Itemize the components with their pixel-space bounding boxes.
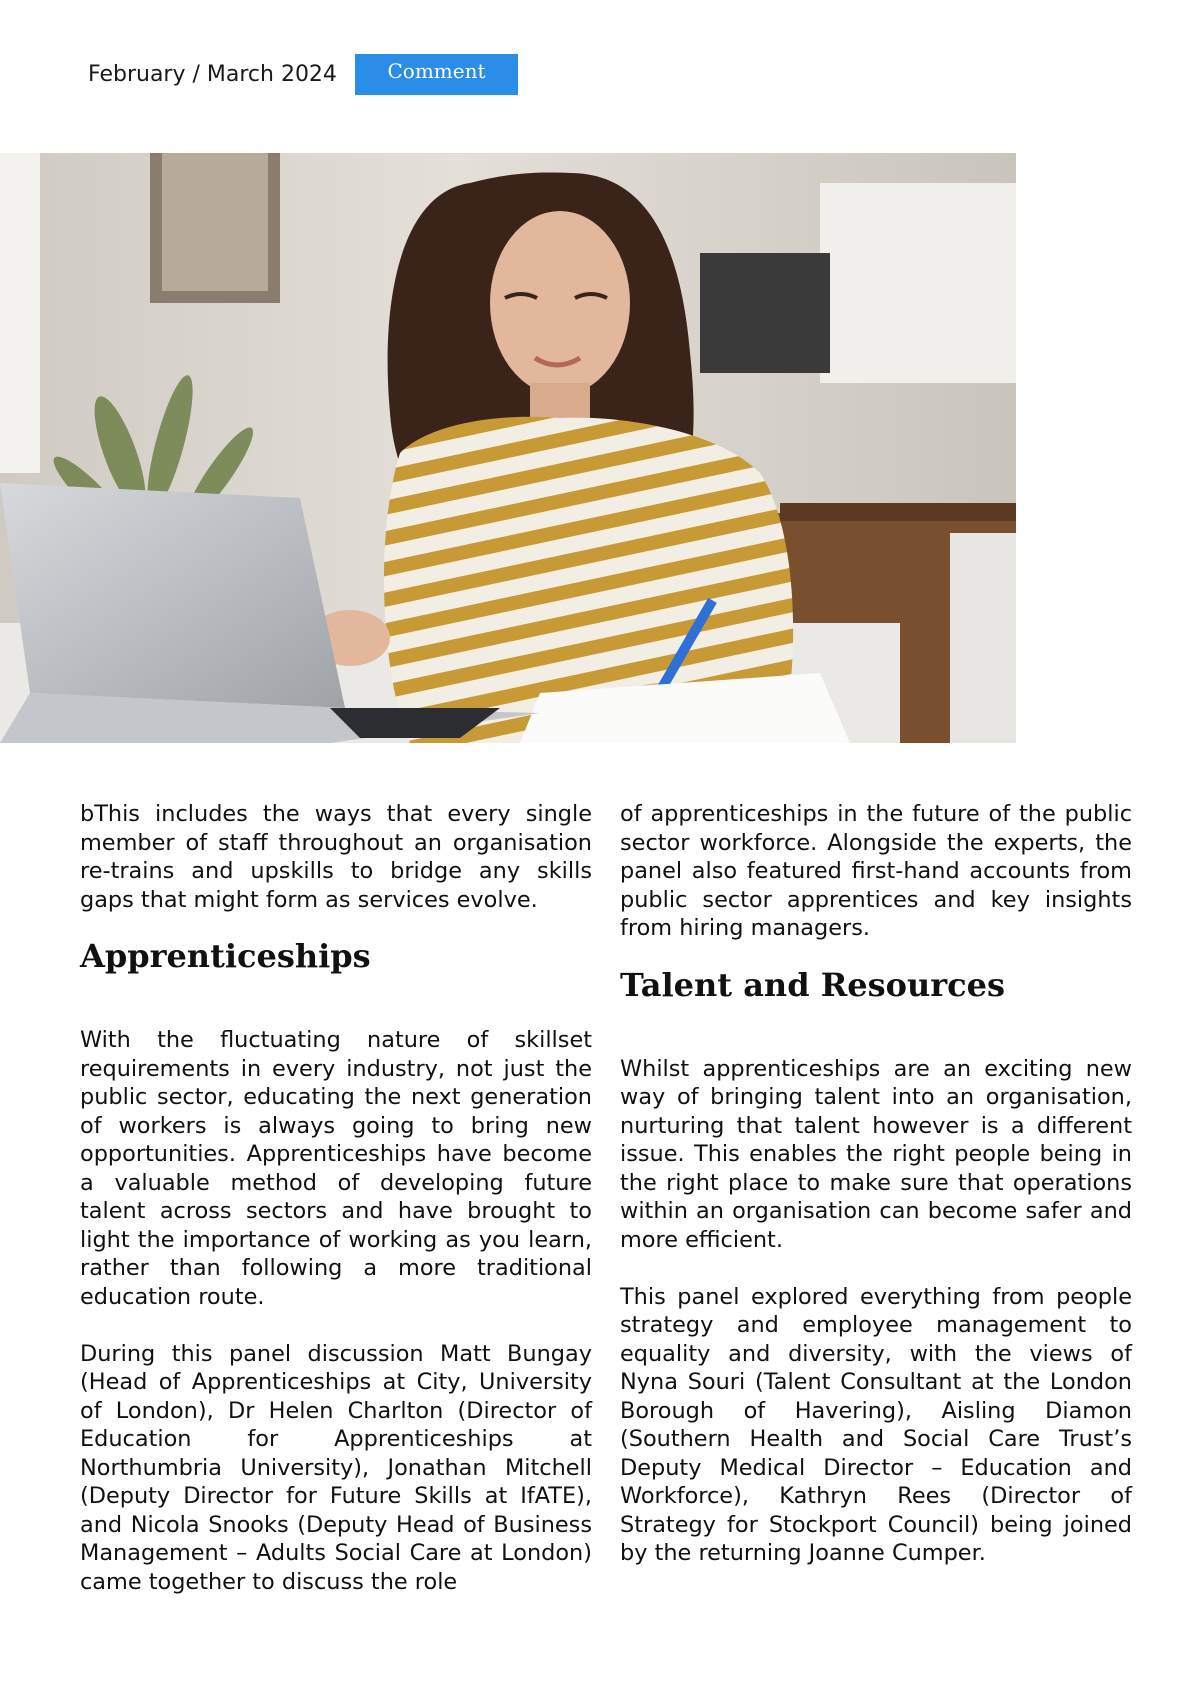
article-photo	[0, 153, 1016, 743]
heading-apprenticeships: Apprenticeships	[80, 937, 371, 975]
article-column-left	[80, 800, 592, 1596]
apprenticeships-paragraph-1: With the fluctuating nature of skillset requirements in every industry, not just the public sector, educating the next generation of workers is always going to bring new opportunities. Apprenticeships have become a valuable method of developing future talent across sectors and have brought to light the importance of working as you learn, rather than following a more traditional education route.	[80, 1027, 592, 1310]
intro-paragraph: bThis includes the ways that every single member of staff throughout an organisation re-trains and upskills to bridge any skills gaps that might form as services evolve.	[80, 801, 592, 913]
apprenticeships-paragraph-2: During this panel discussion Matt Bungay (Head of Apprenticeships at City, University of London), Dr Helen Charlton (Director of Education for Apprenticeships at Northumbria University), Jonathan Mitchell (Deputy Director for Future Skills at IfATE), and Nicola Snooks (Deputy Head of Business Management – Adults Social Care at London) came together to discuss the role	[80, 1340, 592, 1595]
continuation-paragraph: of apprenticeships in the future of the public sector workforce. Alongside the experts, the panel also featured first-hand accounts from public sector apprentices and key insights from hiring managers.	[620, 801, 1132, 941]
talent-paragraph-2: This panel explored everything from people strategy and employee management to equality and diversity, with the views of Nyna Souri (Talent Consultant at the London Borough of Havering), Aisling Diamon (Southern Health and Social Care Trust’s Deputy Medical Director – Education and Workforce), Kathryn Rees (Director of Strategy for Stockport Council) being joined by the returning Joanne Cumper.	[620, 1283, 1132, 1566]
article-column-right	[620, 800, 1132, 1568]
section-tag: Comment	[355, 54, 518, 95]
issue-date: February / March 2024	[88, 62, 337, 87]
photo-illustration	[0, 153, 1016, 743]
heading-talent-and-resources: Talent and Resources	[620, 965, 1005, 1004]
talent-paragraph-1: Whilst apprenticeships are an exciting new way of bringing talent into an organisation, nurturing that talent however is a different issue. This enables the right people being in the right place to make sure that operations within an organisation can become safer and more efficient.	[620, 1055, 1132, 1253]
